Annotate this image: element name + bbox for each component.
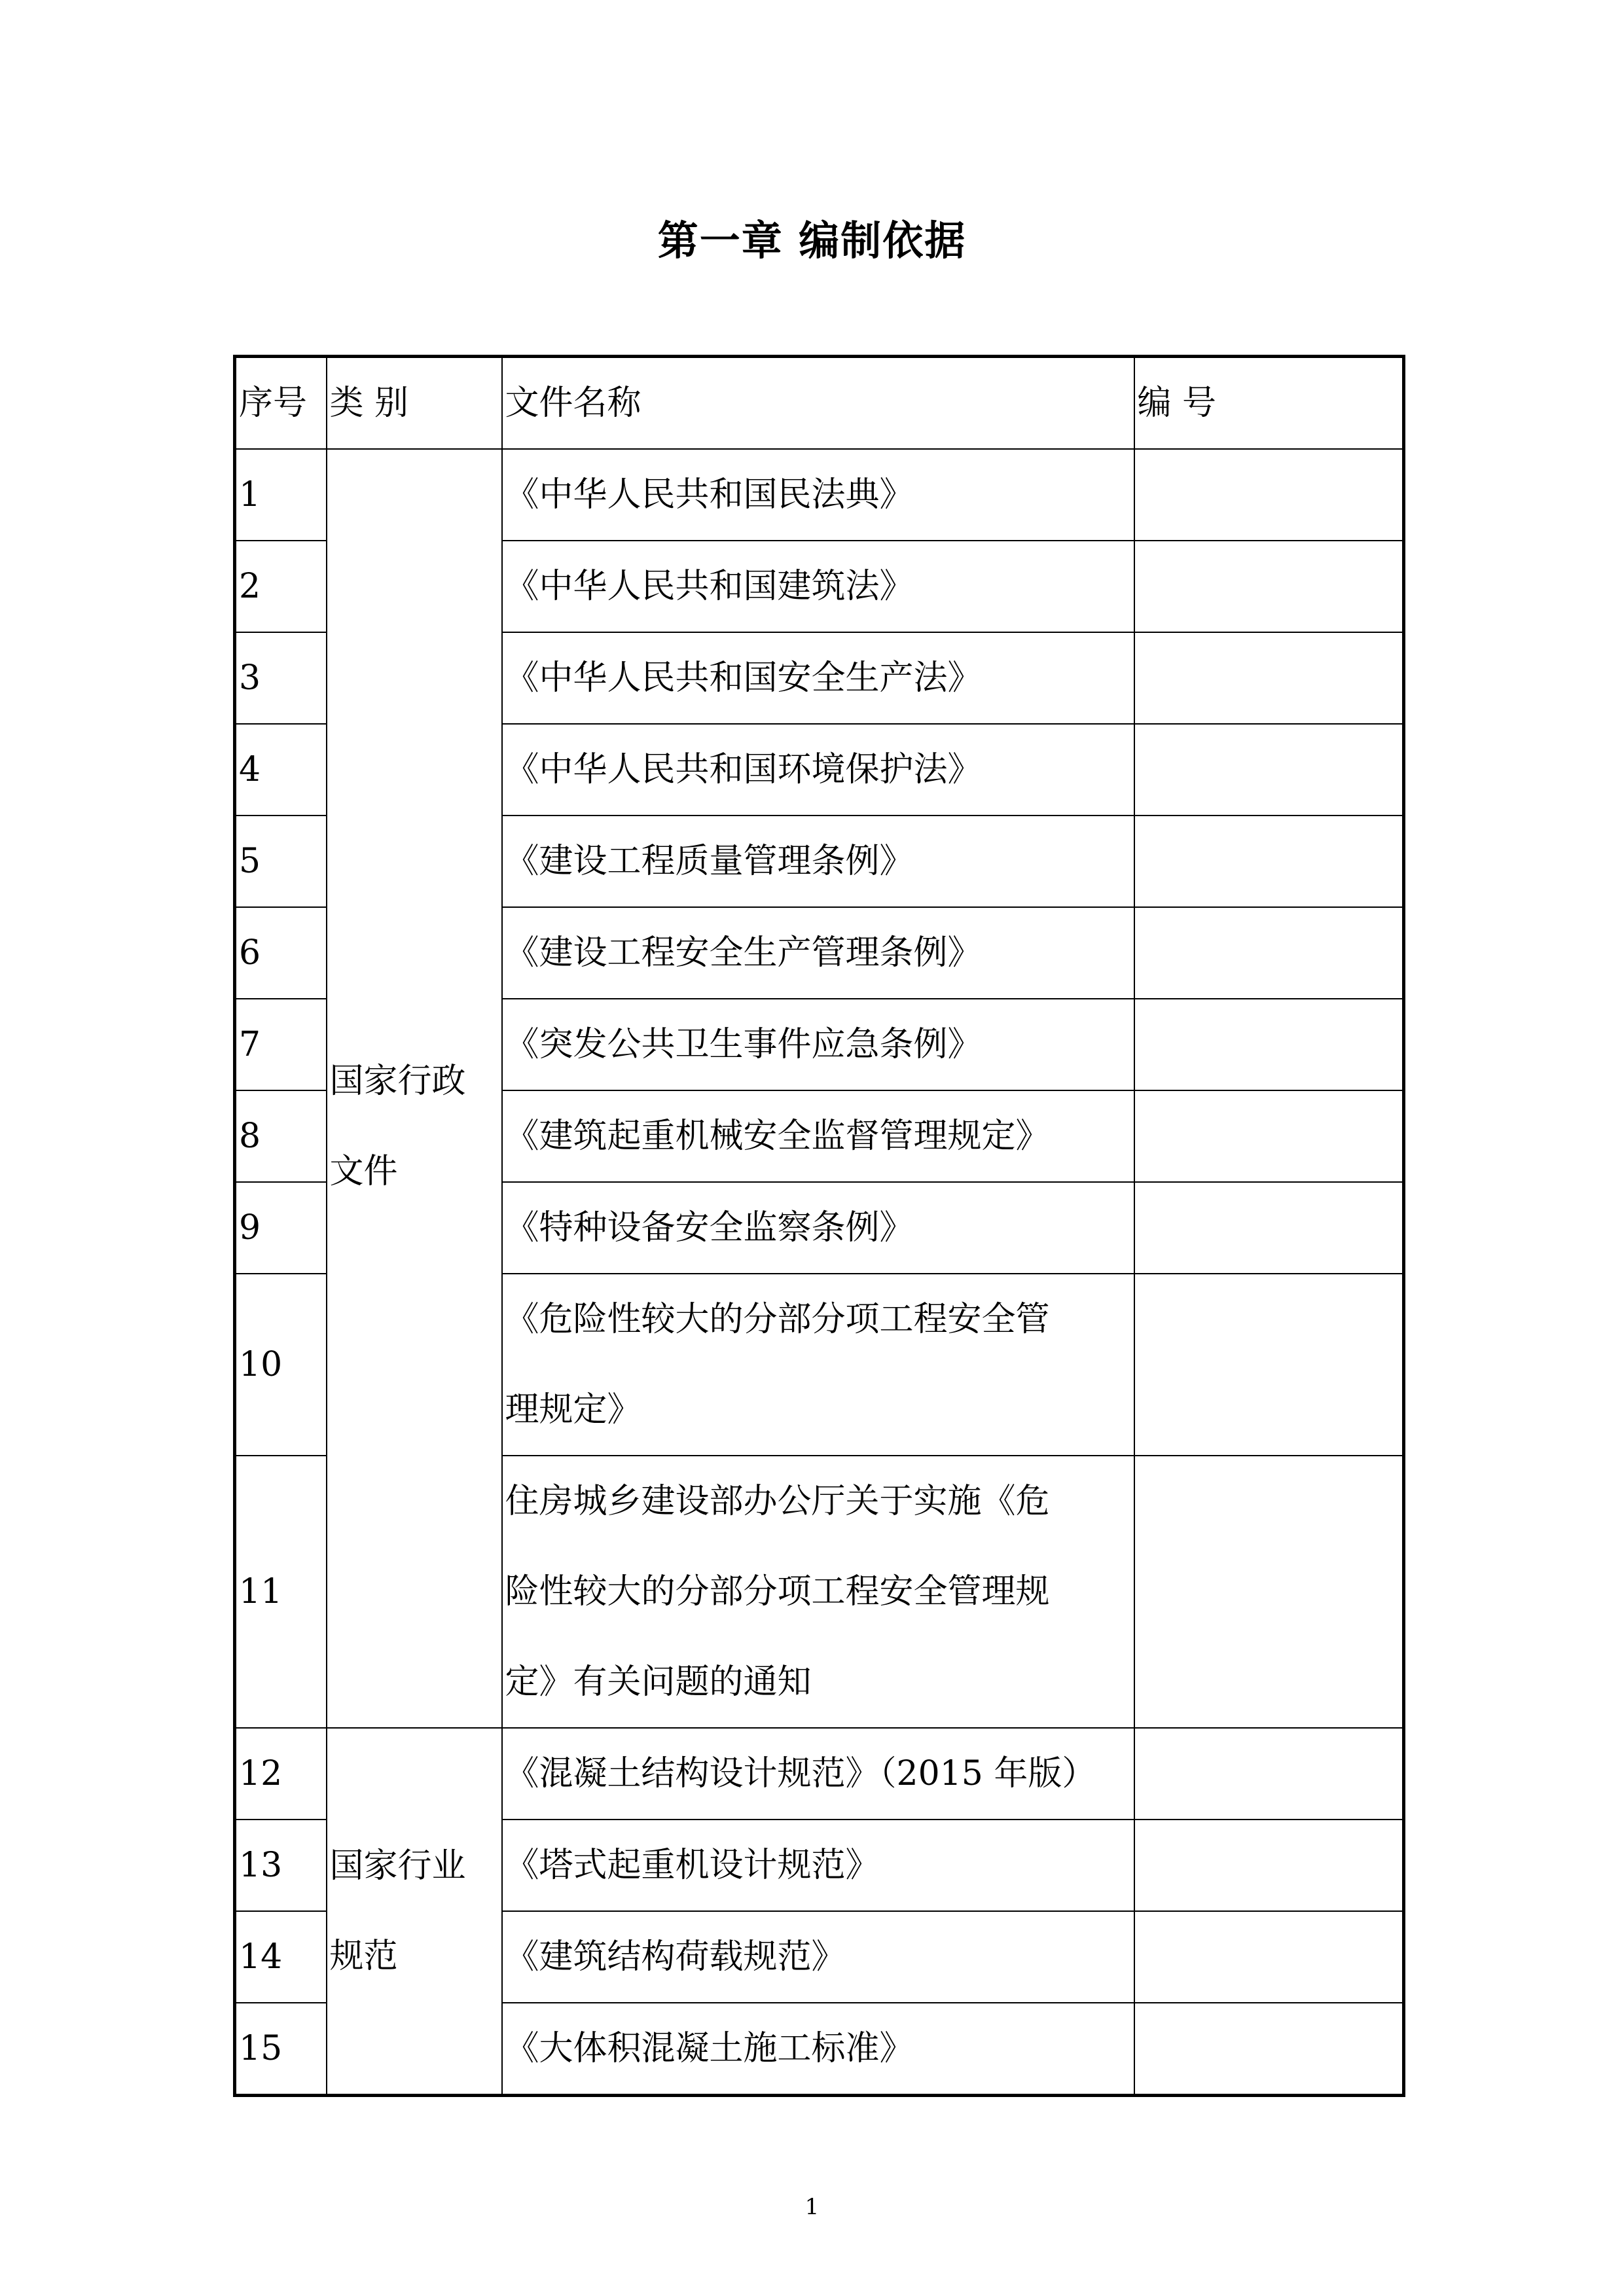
header-seq: 序号	[235, 357, 327, 450]
row-name: 《塔式起重机设计规范》	[502, 1820, 1134, 1911]
row-seq: 3	[235, 632, 327, 724]
row-name	[502, 1456, 1134, 1728]
row-seq: 14	[235, 1911, 327, 2003]
row-seq: 5	[235, 816, 327, 907]
row-name-line: 《危险性较大的分部分项工程安全管	[505, 1300, 1050, 1339]
row-name: 《中华人民共和国安全生产法》	[502, 632, 1134, 724]
row-seq: 6	[235, 907, 327, 999]
row-name: 《中华人民共和国环境保护法》	[502, 724, 1134, 816]
row-seq: 1	[235, 449, 327, 541]
row-code	[1134, 816, 1404, 907]
row-name: 《建筑起重机械安全监督管理规定》	[502, 1090, 1134, 1182]
row-name-line: 定》有关问题的通知	[505, 1662, 812, 1702]
row-code	[1134, 724, 1404, 816]
table-row	[235, 449, 1404, 541]
row-name-line: 理规定》	[505, 1390, 641, 1429]
row-code	[1134, 1090, 1404, 1182]
category-label: 文件	[329, 1152, 398, 1191]
row-name: 《突发公共卫生事件应急条例》	[502, 999, 1134, 1090]
row-seq: 2	[235, 541, 327, 632]
row-code	[1134, 907, 1404, 999]
category-national-admin	[327, 449, 502, 1728]
row-code	[1134, 541, 1404, 632]
header-category	[327, 357, 502, 450]
row-code	[1134, 449, 1404, 541]
row-code	[1134, 1728, 1404, 1820]
row-seq: 10	[235, 1274, 327, 1456]
row-seq: 15	[235, 2003, 327, 2096]
category-label: 国家行政	[329, 1062, 466, 1101]
table-row	[235, 1728, 1404, 1820]
row-code	[1134, 632, 1404, 724]
row-code	[1134, 1456, 1404, 1728]
chapter-title: 第一章 编制依据	[657, 217, 967, 264]
category-label: 规范	[329, 1937, 398, 1976]
category-label: 国家行业	[329, 1846, 466, 1886]
row-code	[1134, 999, 1404, 1090]
row-name: 《中华人民共和国建筑法》	[502, 541, 1134, 632]
row-code	[1134, 2003, 1404, 2096]
page-number: 1	[804, 2194, 820, 2220]
row-name: 《建筑结构荷载规范》	[502, 1911, 1134, 2003]
table-header-row	[235, 357, 1404, 450]
row-name: 《建设工程安全生产管理条例》	[502, 907, 1134, 999]
header-code	[1134, 357, 1404, 450]
row-name: 《特种设备安全监察条例》	[502, 1182, 1134, 1274]
row-seq: 11	[235, 1456, 327, 1728]
row-code	[1134, 1182, 1404, 1274]
row-code	[1134, 1820, 1404, 1911]
row-name: 《大体积混凝土施工标准》	[502, 2003, 1134, 2096]
row-seq: 9	[235, 1182, 327, 1274]
row-name	[502, 1274, 1134, 1456]
row-name: 《混凝土结构设计规范》（2015 年版）	[502, 1728, 1134, 1820]
header-code-text: 编 号	[1137, 384, 1217, 423]
row-name-line: 住房城乡建设部办公厅关于实施《危	[505, 1482, 1050, 1521]
row-seq: 12	[235, 1728, 327, 1820]
header-file-name: 文件名称	[502, 357, 1134, 450]
row-seq: 13	[235, 1820, 327, 1911]
row-seq: 7	[235, 999, 327, 1090]
row-seq: 8	[235, 1090, 327, 1182]
category-national-industry	[327, 1728, 502, 2096]
row-name-line: 险性较大的分部分项工程安全管理规	[505, 1572, 1050, 1611]
row-name: 《中华人民共和国民法典》	[502, 449, 1134, 541]
basis-table	[233, 355, 1405, 2097]
row-seq: 4	[235, 724, 327, 816]
row-name: 《建设工程质量管理条例》	[502, 816, 1134, 907]
row-code	[1134, 1274, 1404, 1456]
header-category-text: 类 别	[329, 384, 409, 423]
row-code	[1134, 1911, 1404, 2003]
